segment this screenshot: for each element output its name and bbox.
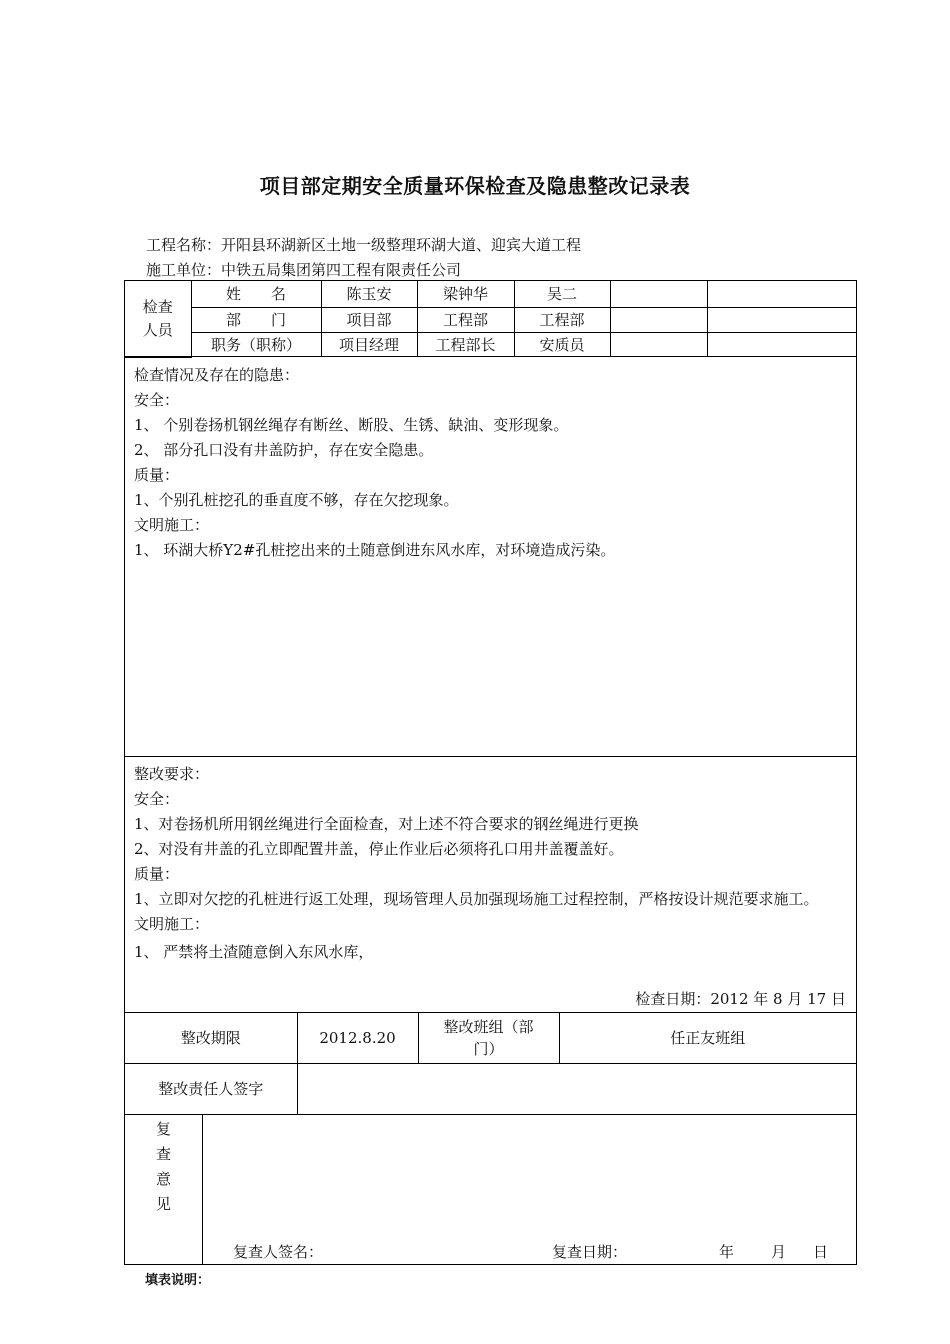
rectification-details-table bbox=[124, 1012, 857, 1115]
inspector-department: 项目部 bbox=[321, 307, 417, 332]
findings-line: 2、 部分孔口没有井盖防护，存在安全隐患。 bbox=[134, 441, 434, 459]
responsible-label: 整改责任人签字 bbox=[125, 1063, 297, 1114]
review-date[interactable]: 复查日期： 年 月 日 bbox=[552, 1243, 829, 1261]
inspector-position: 工程部长 bbox=[417, 332, 514, 357]
inspectors-table bbox=[124, 280, 857, 357]
inspection-date: 检查日期：2012 年 8 月 17 日 bbox=[635, 990, 846, 1008]
review-section bbox=[124, 1114, 857, 1265]
requirements-line: 安全： bbox=[134, 790, 180, 808]
department-header: 部 门 bbox=[191, 307, 321, 332]
construction-unit: 施工单位：中铁五局集团第四工程有限责任公司 bbox=[146, 261, 462, 279]
review-label: 复 查 意 见 bbox=[125, 1115, 203, 1264]
inspector-department bbox=[610, 307, 707, 332]
requirements-line: 文明施工： bbox=[134, 915, 210, 933]
inspector-name: 梁钟华 bbox=[417, 281, 514, 307]
requirements-line: 1、对卷扬机所用钢丝绳进行全面检查，对上述不符合要求的钢丝绳进行更换 bbox=[134, 815, 639, 833]
form-instructions: 填表说明： bbox=[145, 1273, 211, 1288]
findings-line: 文明施工： bbox=[134, 516, 210, 534]
findings-heading: 检查情况及存在的隐患： bbox=[134, 366, 300, 384]
team-label: 整改班组（部 门） bbox=[418, 1013, 559, 1063]
rectification-requirements bbox=[124, 756, 857, 1013]
requirements-line: 2、对没有井盖的孔立即配置井盖，停止作业后必须将孔口用井盖覆盖好。 bbox=[134, 840, 624, 858]
findings-line: 1、 环湖大桥Y2#孔桩挖出来的土随意倒进东风水库，对环境造成污染。 bbox=[134, 541, 616, 559]
requirements-heading: 整改要求： bbox=[134, 765, 210, 783]
inspector-position: 项目经理 bbox=[321, 332, 417, 357]
findings-line: 1、个别孔桩挖孔的垂直度不够，存在欠挖现象。 bbox=[134, 491, 459, 509]
inspector-name bbox=[610, 281, 707, 307]
findings-line: 1、 个别卷扬机钢丝绳存有断丝、断股、生锈、缺油、变形现象。 bbox=[134, 416, 569, 434]
project-name: 工程名称：开阳县环湖新区土地一级整理环湖大道、迎宾大道工程 bbox=[146, 236, 582, 254]
inspectors-label: 检查 人员 bbox=[125, 281, 191, 357]
position-header: 职务（职称） bbox=[191, 332, 321, 357]
responsible-signature[interactable] bbox=[297, 1063, 856, 1114]
inspector-name: 吴二 bbox=[514, 281, 610, 307]
findings-line: 质量： bbox=[134, 466, 180, 484]
inspector-position: 安质员 bbox=[514, 332, 610, 357]
name-header: 姓 名 bbox=[191, 281, 321, 307]
inspector-name bbox=[707, 281, 856, 307]
requirements-line: 1、 严禁将土渣随意倒入东风水库， bbox=[134, 943, 374, 961]
form-title: 项目部定期安全质量环保检查及隐患整改记录表 bbox=[259, 174, 691, 198]
reviewer-signature[interactable]: 复查人签名： bbox=[233, 1243, 324, 1261]
team-value: 任正友班组 bbox=[559, 1013, 856, 1063]
inspector-department: 工程部 bbox=[417, 307, 514, 332]
inspector-position bbox=[610, 332, 707, 357]
deadline-label: 整改期限 bbox=[125, 1013, 297, 1063]
deadline-value: 2012.8.20 bbox=[297, 1013, 418, 1063]
inspector-department bbox=[707, 307, 856, 332]
inspector-department: 工程部 bbox=[514, 307, 610, 332]
requirements-line: 1、立即对欠挖的孔桩进行返工处理，现场管理人员加强现场施工过程控制，严格按设计规范要求施工。 bbox=[134, 890, 819, 908]
inspection-findings bbox=[124, 356, 857, 757]
inspector-position bbox=[707, 332, 856, 357]
requirements-line: 质量： bbox=[134, 865, 180, 883]
findings-line: 安全： bbox=[134, 391, 180, 409]
inspector-name: 陈玉安 bbox=[321, 281, 417, 307]
